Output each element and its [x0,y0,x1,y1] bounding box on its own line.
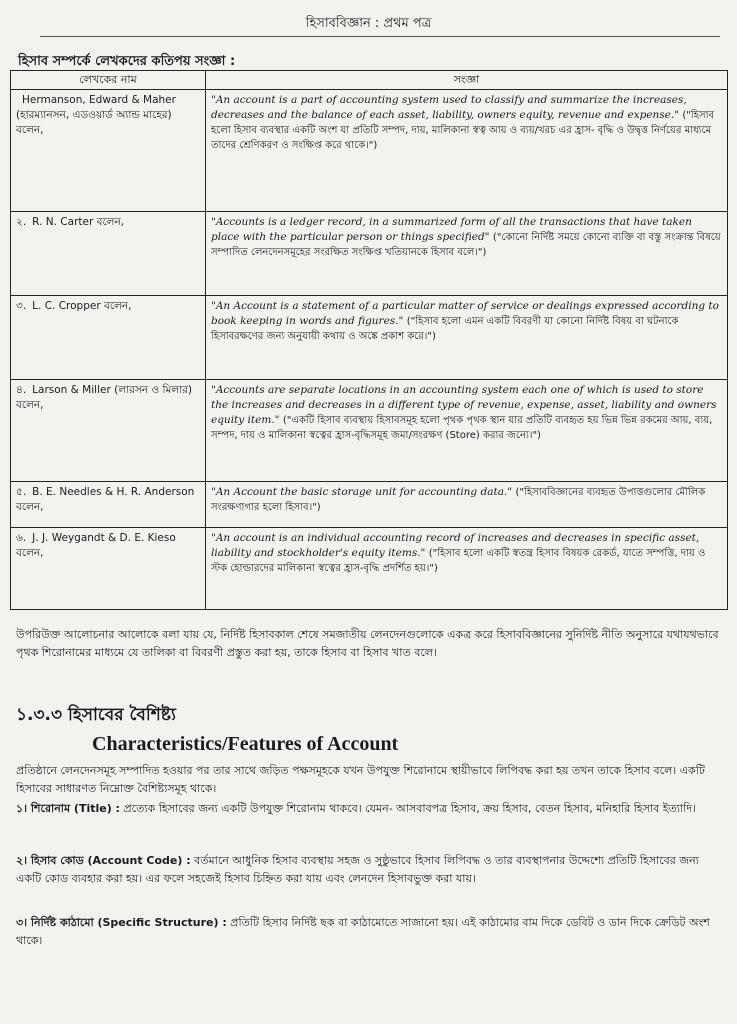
definition-bangla: ("কোনো নির্দিষ্ট সময়ে কোনো ব্যক্তি বা বস্তু সংক্রান্ত বিষয়ে সম্পাদিত লেনদেনসমূহের সংরক্ষিত সংক্ষিপ্ত খতিয়ানকে হিসাব বলে।") [211,232,721,258]
author-name: J. J. Weygandt & D. E. Kieso বলেন, [16,532,176,559]
feature-text: বর্তমানে আধুনিক হিসাব ব্যবস্থায় সহজ ও সুষ্ঠুভাবে হিসাব লিপিবদ্ধ ও তার ব্যবস্থাপনার উদ্দেশ্যে প্রতিটি হিসাবের জন্য একটি কোড ব্যবহার করা হয়। এর ফলে সহজেই হিসাব চিহ্নিত করা যায় এবং লেনদেন হিসাবভুক্ত করা যায়। [16,854,699,885]
table-header-row [11,71,728,90]
definition-cell [206,380,728,482]
author-cell [11,380,206,482]
section-heading: ১.৩.৩ হিসাবের বৈশিষ্ট্য [16,705,176,725]
feature-label: ৩। নির্দিষ্ট কাঠামো (Specific Structure) : [16,916,227,929]
definition-bangla: ("একটি হিসাব ব্যবস্থায় হিসাবসমূহ হলো পৃথক পৃথক স্থান যার প্রতিটি ব্যবহৃত হয় ভিন্ন ভিন্ন রকমের আয়, ব্যয়, সম্পদ, দায় ও মালিকানা স্বত্বের হ্রাস-বৃদ্ধিসমূহ জমা/সংরক্ষণ (Store) করার জন্যে।") [211,415,713,441]
definition-quote: "An account is a part of accounting system used to classify and summarize the increases, decreases and the balance of each asset, liability, owners equity, revenue and expense." [211,94,687,121]
table-row [11,296,728,380]
feature-item [16,800,724,818]
row-number: ৩. [16,300,27,312]
running-head: হিসাববিজ্ঞান : প্রথম পত্র [305,16,432,31]
definition-cell [206,482,728,528]
table-caption: হিসাব সম্পর্কে লেখকদের কতিপয় সংজ্ঞা : [18,54,236,69]
definition-cell [206,90,728,212]
author-name: R. N. Carter বলেন, [32,216,125,228]
table-row [11,380,728,482]
feature-text: প্রত্যেক হিসাবের জন্য একটি উপযুক্ত শিরোনাম থাকবে। যেমন- আসবাবপত্র হিসাব, ক্রয় হিসাব, বেতন হিসাব, মনিহারি হিসাব ইত্যাদি। [123,802,697,815]
author-name: L. C. Cropper বলেন, [32,300,132,312]
author-cell [11,212,206,296]
definition-cell [206,212,728,296]
definition-quote: "Accounts are separate locations in an accounting system each one of which is used to store the increases and decreases in a different type of revenue, expense, asset, liability and owners equity item." [211,384,717,426]
row-number: ৫. [16,486,27,498]
author-name: B. E. Needles & H. R. Anderson বলেন, [16,486,195,513]
table-row [11,90,728,212]
feature-item [16,914,724,950]
header-definition: সংজ্ঞা [206,71,728,90]
author-cell [11,296,206,380]
feature-text: প্রতিটি হিসাব নির্দিষ্ট ছক বা কাঠামোতে সাজানো হয়। এই কাঠামোর বাম দিকে ডেবিট ও ডান দিকে ক্রেডিট অংশ থাকে। [16,916,710,947]
definition-quote: "An Account is a statement of a particular matter of service or dealings expressed according to book keeping in words and figures." [211,300,719,327]
author-cell [11,90,206,212]
definition-bangla: ("হিসাব হলো একটি স্বতন্ত্র হিসাব বিষয়ক রেকর্ড, যাতে সম্পত্তি, দায় ও স্টক হোল্ডারদের মালিকানা স্বত্বের হ্রাস-বৃদ্ধি প্রদর্শিত হয়।") [211,548,706,574]
table-row [11,212,728,296]
author-cell [11,482,206,528]
section-intro: প্রতিষ্ঠানে লেনদেনসমূহ সম্পাদিত হওয়ার পর তার সাথে জড়িত পক্ষসমূহকে যখন উপযুক্ত শিরোনামে স্থায়ীভাবে লিপিবদ্ধ করা হয় তখন তাকে হিসাব বলে। একটি হিসাবের সাধারণত নিম্নোক্ত বৈশিষ্ট্যসমূহ থাকে। [16,764,705,795]
definition-bangla: ("হিসাববিজ্ঞানের ব্যবহৃত উপাত্তগুলোর মৌলিক সংরক্ষণাগার হলো হিসাব।") [211,487,706,513]
conclusion-paragraph: উপরিউক্ত আলোচনার আলোকে বলা যায় যে, নির্দিষ্ট হিসাবকাল শেষে সমজাতীয় লেনদেনগুলোকে একত্র করে হিসাববিজ্ঞানের সুনির্দিষ্ট নীতি অনুসারে যথাযথভাবে পৃথক শিরোনামের মাধ্যমে যে তালিকা বা বিবরণী প্রস্তুত করা হয়, তাকে হিসাব বা হিসাব খাত বলে। [16,628,719,659]
section-english-title: Characteristics/Features of Account [92,733,399,755]
author-name: Larson & Miller (লারসন ও মিলার) বলেন, [16,384,193,411]
feature-item [16,852,724,888]
header-author-name: লেখকের নাম [11,71,206,90]
definition-bangla: ("হিসাব হলো হিসাব ব্যবস্থার একটি অংশ যা প্রতিটি সম্পদ, দায়, মালিকানা স্বত্ব আয় ও ব্যয়/খরচ এর হ্রাস- বৃদ্ধি ও উদ্বৃত্ত নির্ণয়ের মাধ্যমে তাদের শ্রেণিকরণ ও সংক্ষিপ্ত করে থাকে।") [211,110,715,151]
header-rule [40,36,720,37]
definition-cell [206,528,728,610]
row-number: ৪. [16,384,27,396]
definition-quote: "An Account the basic storage unit for accounting data." [211,486,513,498]
row-number: ৬. [16,532,27,544]
definition-bangla: ("হিসাব হলো এমন একটি বিবরণী যা কোনো নির্দিষ্ট বিষয় বা ঘটনাকে হিসাবরক্ষণের জন্য অনুযায়ী কথায় ও অঙ্কে প্রকাশ করে।") [211,316,679,342]
feature-label: ২। হিসাব কোড (Account Code) : [16,854,191,867]
author-cell [11,528,206,610]
definition-quote: "Accounts is a ledger record, in a summarized form of all the transactions that have taken place with the particular person or things specified" [211,216,692,243]
table-row [11,482,728,528]
author-name: Hermanson, Edward & Maher (হারম্যানসন, এডওয়ার্ড অ্যান্ড মাহের) বলেন, [16,94,176,136]
definition-cell [206,296,728,380]
table-row [11,528,728,610]
row-number: ২. [16,216,27,228]
definition-quote: "An account is an individual accounting record of increases and decreases in specific asset, liability and stockholder's equity items." [211,532,700,559]
definitions-table [10,70,728,610]
feature-label: ১। শিরোনাম (Title) : [16,802,120,815]
